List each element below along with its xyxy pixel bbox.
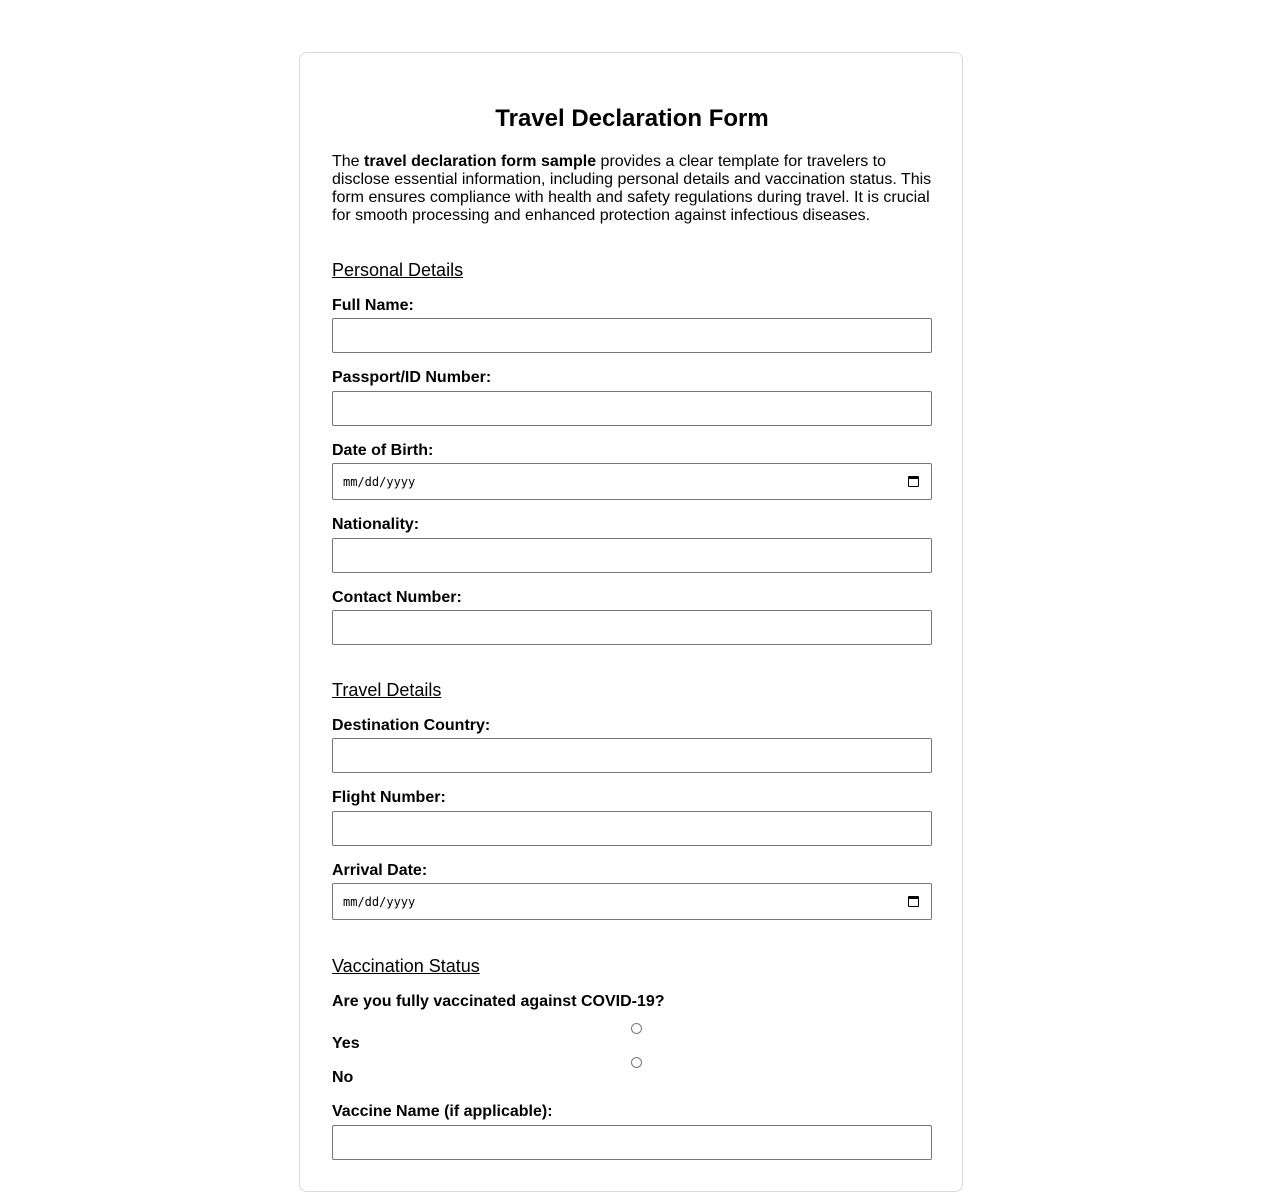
radio-yes-label[interactable]: Yes	[332, 1035, 360, 1052]
arrival-date-input[interactable]	[332, 883, 932, 920]
contact-number-label: Contact Number:	[332, 589, 462, 606]
nationality-label: Nationality:	[332, 516, 420, 533]
intro-prefix: The	[332, 153, 365, 170]
radio-no[interactable]	[631, 1057, 642, 1068]
form-card	[299, 52, 963, 1192]
full-name-input[interactable]	[332, 318, 932, 353]
passport-input[interactable]	[332, 391, 932, 426]
dob-date-input[interactable]	[332, 463, 932, 500]
dob-placeholder: mm/dd/yyyy	[343, 475, 416, 489]
flight-number-input[interactable]	[332, 811, 932, 846]
vaccination-question: Are you fully vaccinated against COVID-19?	[332, 993, 665, 1010]
arrival-date-label: Arrival Date:	[332, 862, 428, 879]
radio-yes[interactable]	[631, 1023, 642, 1034]
nationality-input[interactable]	[332, 538, 932, 573]
destination-country-label: Destination Country:	[332, 717, 491, 734]
flight-number-label: Flight Number:	[332, 789, 446, 806]
calendar-icon[interactable]	[908, 476, 919, 487]
dob-label: Date of Birth:	[332, 442, 434, 459]
section-personal-details: Personal Details	[332, 260, 464, 280]
passport-label: Passport/ID Number:	[332, 369, 492, 386]
intro-suffix: provides a clear template for travelers to disclose essential information, including personal details and vaccination status. This form ensures compliance with health and safety regulations during travel. It is crucial for smooth processing and enhanced protection against infectious diseases.	[332, 153, 932, 224]
intro-paragraph	[332, 153, 936, 225]
section-vaccination-status: Vaccination Status	[332, 956, 480, 976]
calendar-icon[interactable]	[908, 896, 919, 907]
vaccine-name-label: Vaccine Name (if applicable):	[332, 1103, 553, 1120]
intro-bold-phrase: travel declaration form sample	[364, 153, 597, 170]
vaccine-name-input[interactable]	[332, 1125, 932, 1160]
destination-country-input[interactable]	[332, 738, 932, 773]
full-name-label: Full Name:	[332, 297, 414, 314]
contact-number-input[interactable]	[332, 610, 932, 645]
arrival-date-placeholder: mm/dd/yyyy	[343, 895, 416, 909]
radio-no-label[interactable]: No	[332, 1069, 354, 1086]
form-title: Travel Declaration Form	[495, 105, 769, 132]
section-travel-details: Travel Details	[332, 680, 442, 700]
